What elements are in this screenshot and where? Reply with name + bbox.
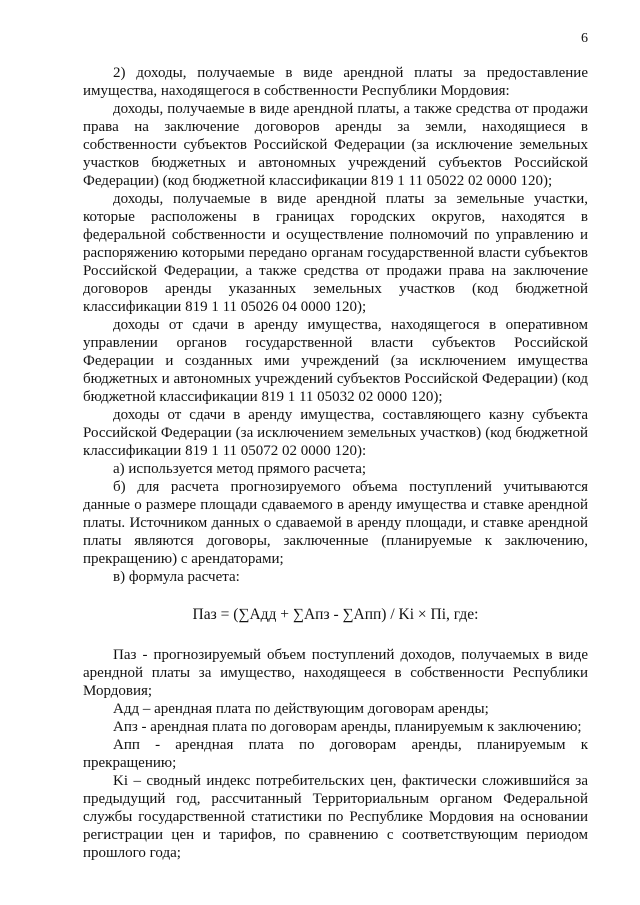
definition-apz: Апз - арендная плата по договорам аренды, планируемым к заключению; xyxy=(113,719,582,735)
paragraph-formula-c: в) формула расчета: xyxy=(113,569,240,585)
page-number: 6 xyxy=(581,31,588,46)
definition-paz: Паз - прогнозируемый объем поступлений доходов, получаемых в виде арендной платы за имущество, находящееся в собственности Республики Мордовия; xyxy=(83,647,588,699)
definition-add: Адд – арендная плата по действующим договорам аренды; xyxy=(113,701,489,717)
paragraph-treasury-property: доходы от сдачи в аренду имущества, составляющего казну субъекта Российской Федерации (за исключением земельных участков) (код бюджетной классификации 819 1 11 05072 02 0000 120): xyxy=(83,407,588,459)
document-body xyxy=(83,64,588,862)
paragraph-item-2: 2) доходы, получаемые в виде арендной платы за предоставление имущества, находящегося в собственности Республики Мордовия: xyxy=(83,65,588,99)
paragraph-data-b: б) для расчета прогнозируемого объема поступлений учитываются данные о размере площади сдаваемого в аренду имущества и ставке арендной платы. Источником данных о сдаваемой в аренду площади, и ставке арендной платы являются договоры, заключенные (планируемые к заключению, прекращению) с арендаторами; xyxy=(83,479,588,567)
paragraph-land-subjects: доходы, получаемые в виде арендной платы, а также средства от продажи права на заключение договоров аренды за земли, находящиеся в собственности субъектов Российской Федерации (за исключение земельных участков бюджетных и автономных учреждений субъектов Российской Федерации) (код бюджетной классификации 819 1 11 05022 02 0000 120); xyxy=(83,101,588,189)
calculation-formula: Паз = (∑Адд + ∑Апз - ∑Апп) / Ki × Пi, где: xyxy=(192,606,479,623)
paragraph-operational-management: доходы от сдачи в аренду имущества, находящегося в оперативном управлении органов государственной власти субъектов Российской Федерации и созданных ими учреждений (за исключением имущества бюджетных и автономных учреждений субъектов Российской Федерации) (код бюджетной классификации 819 1 11 05032 02 0000 120); xyxy=(83,317,588,405)
paragraph-method-a: а) используется метод прямого расчета; xyxy=(113,461,367,477)
paragraph-land-city-districts: доходы, получаемые в виде арендной платы за земельные участки, которые расположены в границах городских округов, находятся в федеральной собственности и осуществление полномочий по управлению и распоряжению которыми передано органам государственной власти субъектов Российской Федерации, а также средства от продажи права на заключение договоров аренды указанных земельных участков (код бюджетной классификации 819 1 11 05026 04 0000 120); xyxy=(83,191,588,315)
definition-app: Апп - арендная плата по договорам аренды, планируемым к прекращению; xyxy=(83,737,588,771)
definition-ki: Ki – сводный индекс потребительских цен, фактически сложившийся за предыдущий год, рассчитанный Территориальным органом Федеральной службы государственной статистики по Республике Мордовия на основании регистрации цен и тарифов, по сравнению с соответствующим периодом прошлого года; xyxy=(83,773,588,861)
